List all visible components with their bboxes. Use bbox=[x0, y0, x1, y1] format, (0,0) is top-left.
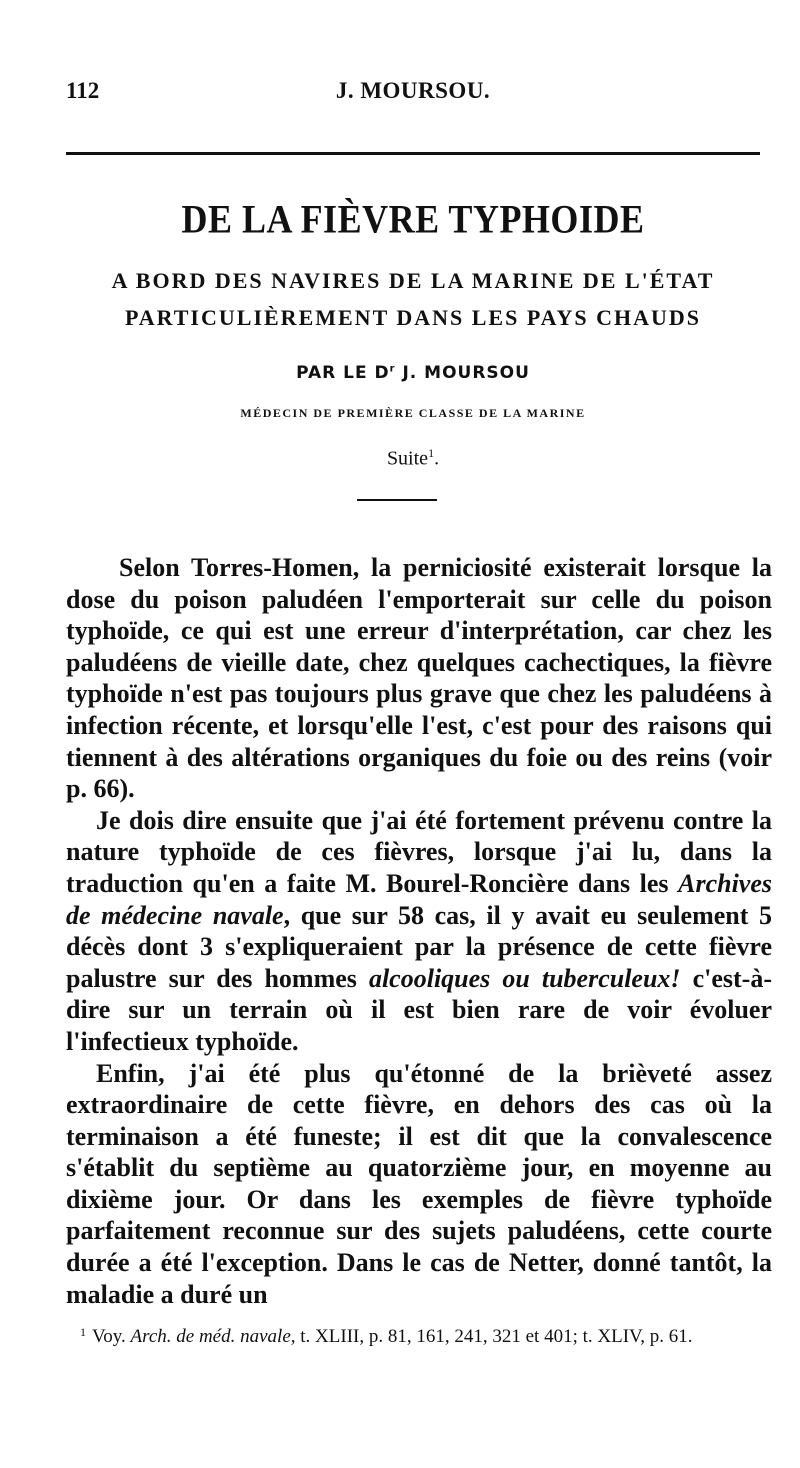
author-prefix-sup: r bbox=[389, 363, 396, 375]
paragraph-2-part-b: , que sur 58 cas, il y avait eu seulement 5 décès dont 3 s'expliqueraient par la présence de cette fièvre palustre sur des hommes bbox=[66, 900, 772, 993]
author-line bbox=[66, 363, 760, 383]
article-title: DE LA FIÈVRE TYPHOIDE bbox=[181, 196, 645, 242]
continuation-text: Suite bbox=[386, 447, 429, 470]
article-subtitle bbox=[66, 262, 760, 336]
author-affiliation: MÉDECIN DE PREMIÈRE CLASSE DE LA MARINE bbox=[240, 406, 586, 420]
paragraph-2-part-a: Je dois dire ensuite que j'ai été fortement prévenu contre la nature typhoïde de ces fièvres, lorsque j'ai lu, dans la traduction qu'en a faite M. Bourel-Roncière dans les bbox=[66, 805, 772, 898]
journal-title: Archives de médecine navale bbox=[66, 868, 772, 930]
author-name: J. MOURSOU bbox=[395, 363, 530, 383]
footnote-part-b: , t. XLIII, p. 81, 161, 241, 321 et 401; t. XLIV, p. 61. bbox=[290, 1326, 693, 1347]
header-rule bbox=[66, 152, 760, 155]
paragraph-3: Enfin, j'ai été plus qu'étonné de la brièveté assez extraordinaire de cette fièvre, en dehors des cas où la terminaison a été funeste; il est dit que la convalescence s'établit du septième au quatorzième jour, en moyenne au dixième jour. Or dans les exemples de fièvre typhoïde parfaitement reconnue sur des sujets paludéens, cette courte durée a été l'exception. Dans le cas de Netter, donné tantôt, la maladie a duré un bbox=[66, 1058, 772, 1309]
paragraph-2-part-c: c'est-à-dire sur un terrain où il est bien rare de voir évoluer l'infectieux typhoïde. bbox=[66, 963, 772, 1056]
subtitle-line-2: PARTICULIÈREMENT DANS LES PAYS CHAUDS bbox=[124, 305, 702, 330]
page-header bbox=[66, 74, 760, 108]
paragraph-1: Selon Torres-Homen, la perniciosité existerait lorsque la dose du poison paludéen l'emporterait sur celle du poison typhoïde, ce qui est une erreur d'interprétation, car chez les paludéens de vieille date, chez quelques cachectiques, la fièvre typhoïde n'est pas toujours plus grave que chez les paludéens à infection récente, et lorsqu'elle l'est, c'est pour des raisons qui tiennent à des altérations organiques du foie ou des reins (voir p. 66). bbox=[66, 553, 772, 804]
author-prefix: PAR LE D bbox=[296, 363, 390, 383]
section-rule bbox=[357, 499, 437, 501]
footnote-journal: Arch. de méd. navale bbox=[130, 1326, 291, 1347]
running-head: J. MOURSOU. bbox=[335, 78, 491, 103]
page-number: 112 bbox=[66, 78, 100, 103]
emphasis-text: alcooliques ou tuberculeux! bbox=[368, 963, 681, 993]
paragraph-2 bbox=[66, 805, 772, 1058]
footnote-ref: 1 bbox=[428, 446, 435, 460]
continuation-label: Suite$^1$. bbox=[386, 446, 440, 470]
footnote-mark: 1 bbox=[80, 1325, 86, 1339]
footnote bbox=[66, 1318, 772, 1351]
subtitle-line-1: A BORD DES NAVIRES DE LA MARINE DE L'ÉTAT bbox=[111, 268, 715, 293]
body-text bbox=[66, 552, 772, 1310]
footnote-part-a: Voy. bbox=[92, 1326, 131, 1347]
